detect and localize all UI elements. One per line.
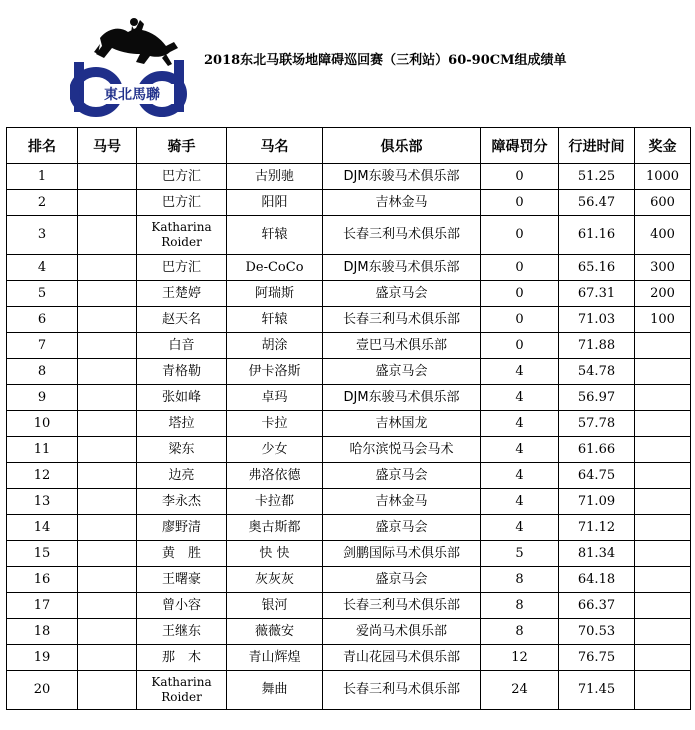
- penalty-cell: 0: [481, 333, 559, 359]
- rider-cell: 梁东: [137, 437, 227, 463]
- table-row: [7, 567, 691, 593]
- club-cell: 盛京马会: [323, 463, 481, 489]
- prize-cell: [635, 411, 691, 437]
- horse-number-cell: [78, 385, 137, 411]
- table-row: [7, 593, 691, 619]
- rider-cell: Katharina Roider: [137, 671, 227, 710]
- prize-cell: [635, 385, 691, 411]
- rank-cell: 14: [7, 515, 78, 541]
- table-row: [7, 541, 691, 567]
- rank-cell: 16: [7, 567, 78, 593]
- horse-cell: 快 快: [227, 541, 323, 567]
- horse-cell: 轩辕: [227, 216, 323, 255]
- prize-cell: 600: [635, 190, 691, 216]
- penalty-cell: 5: [481, 541, 559, 567]
- horse-number-cell: [78, 541, 137, 567]
- penalty-cell: 4: [481, 437, 559, 463]
- horse-number-cell: [78, 671, 137, 710]
- horse-number-cell: [78, 281, 137, 307]
- prize-cell: [635, 463, 691, 489]
- rank-cell: 1: [7, 164, 78, 190]
- results-body: [7, 164, 691, 710]
- rider-cell: 曾小容: [137, 593, 227, 619]
- table-row: [7, 515, 691, 541]
- horse-cell: 舞曲: [227, 671, 323, 710]
- penalty-cell: 0: [481, 164, 559, 190]
- penalty-cell: 12: [481, 645, 559, 671]
- table-row: [7, 489, 691, 515]
- club-cell: DJM东骏马术俱乐部: [323, 164, 481, 190]
- horse-number-cell: [78, 216, 137, 255]
- rank-cell: 3: [7, 216, 78, 255]
- column-header-penalty: 障碍罚分: [481, 128, 559, 164]
- table-row: [7, 437, 691, 463]
- prize-cell: [635, 593, 691, 619]
- time-cell: 56.97: [559, 385, 635, 411]
- time-cell: 71.03: [559, 307, 635, 333]
- table-row: [7, 385, 691, 411]
- penalty-cell: 4: [481, 385, 559, 411]
- horse-cell: De-CoCo: [227, 255, 323, 281]
- table-row: [7, 463, 691, 489]
- penalty-cell: 4: [481, 411, 559, 437]
- table-row: [7, 190, 691, 216]
- club-cell: 吉林金马: [323, 489, 481, 515]
- time-cell: 71.09: [559, 489, 635, 515]
- club-cell: 剑鹏国际马术俱乐部: [323, 541, 481, 567]
- time-cell: 67.31: [559, 281, 635, 307]
- penalty-cell: 4: [481, 463, 559, 489]
- club-cell: 盛京马会: [323, 515, 481, 541]
- club-cell: DJM东骏马术俱乐部: [323, 255, 481, 281]
- rider-cell: Katharina Roider: [137, 216, 227, 255]
- time-cell: 64.18: [559, 567, 635, 593]
- time-cell: 51.25: [559, 164, 635, 190]
- rank-cell: 11: [7, 437, 78, 463]
- club-cell: 长春三利马术俱乐部: [323, 671, 481, 710]
- club-cell: DJM东骏马术俱乐部: [323, 385, 481, 411]
- column-header-rank: 排名: [7, 128, 78, 164]
- penalty-cell: 0: [481, 216, 559, 255]
- rider-cell: 赵天名: [137, 307, 227, 333]
- penalty-cell: 0: [481, 281, 559, 307]
- club-cell: 长春三利马术俱乐部: [323, 307, 481, 333]
- horse-cell: 伊卡洛斯: [227, 359, 323, 385]
- rank-cell: 12: [7, 463, 78, 489]
- club-cell: 哈尔滨悦马会马术: [323, 437, 481, 463]
- rank-cell: 15: [7, 541, 78, 567]
- rider-cell: 巴方汇: [137, 190, 227, 216]
- penalty-cell: 24: [481, 671, 559, 710]
- rider-cell: 廖野清: [137, 515, 227, 541]
- rider-cell: 王曙豪: [137, 567, 227, 593]
- horse-number-cell: [78, 333, 137, 359]
- time-cell: 66.37: [559, 593, 635, 619]
- prize-cell: [635, 567, 691, 593]
- horse-number-cell: [78, 307, 137, 333]
- rider-cell: 王楚婷: [137, 281, 227, 307]
- federation-logo: [70, 14, 194, 122]
- prize-cell: [635, 489, 691, 515]
- horse-number-cell: [78, 567, 137, 593]
- horse-cell: 卡拉: [227, 411, 323, 437]
- club-cell: 吉林国龙: [323, 411, 481, 437]
- horse-number-cell: [78, 515, 137, 541]
- horse-number-cell: [78, 164, 137, 190]
- table-row: [7, 645, 691, 671]
- horse-number-cell: [78, 619, 137, 645]
- rank-cell: 17: [7, 593, 78, 619]
- penalty-cell: 8: [481, 567, 559, 593]
- table-row: [7, 164, 691, 190]
- horse-number-cell: [78, 255, 137, 281]
- time-cell: 71.88: [559, 333, 635, 359]
- time-cell: 70.53: [559, 619, 635, 645]
- penalty-cell: 4: [481, 359, 559, 385]
- rider-cell: 张如峰: [137, 385, 227, 411]
- column-header-rider: 骑手: [137, 128, 227, 164]
- prize-cell: [635, 671, 691, 710]
- rank-cell: 20: [7, 671, 78, 710]
- horse-number-cell: [78, 437, 137, 463]
- time-cell: 65.16: [559, 255, 635, 281]
- table-row: [7, 411, 691, 437]
- club-cell: 长春三利马术俱乐部: [323, 593, 481, 619]
- horse-number-cell: [78, 593, 137, 619]
- time-cell: 71.45: [559, 671, 635, 710]
- results-table: [6, 127, 691, 710]
- prize-cell: [635, 333, 691, 359]
- rank-cell: 10: [7, 411, 78, 437]
- table-row: [7, 619, 691, 645]
- time-cell: 56.47: [559, 190, 635, 216]
- time-cell: 57.78: [559, 411, 635, 437]
- horse-jumper-logo-icon: [70, 14, 194, 122]
- rider-cell: 黄 胜: [137, 541, 227, 567]
- table-row: [7, 281, 691, 307]
- rank-cell: 5: [7, 281, 78, 307]
- club-cell: 壹巴马术俱乐部: [323, 333, 481, 359]
- rider-cell: 李永杰: [137, 489, 227, 515]
- horse-number-cell: [78, 489, 137, 515]
- time-cell: 64.75: [559, 463, 635, 489]
- horse-cell: 薇薇安: [227, 619, 323, 645]
- rank-cell: 18: [7, 619, 78, 645]
- horse-cell: 卡拉都: [227, 489, 323, 515]
- penalty-cell: 0: [481, 190, 559, 216]
- prize-cell: 300: [635, 255, 691, 281]
- time-cell: 54.78: [559, 359, 635, 385]
- rider-cell: 巴方汇: [137, 255, 227, 281]
- horse-cell: 阳阳: [227, 190, 323, 216]
- horse-cell: 古别驰: [227, 164, 323, 190]
- table-row: [7, 671, 691, 710]
- club-cell: 长春三利马术俱乐部: [323, 216, 481, 255]
- horse-cell: 轩辕: [227, 307, 323, 333]
- column-header-time: 行进时间: [559, 128, 635, 164]
- horse-number-cell: [78, 190, 137, 216]
- rank-cell: 6: [7, 307, 78, 333]
- horse-cell: 少女: [227, 437, 323, 463]
- time-cell: 71.12: [559, 515, 635, 541]
- penalty-cell: 4: [481, 489, 559, 515]
- rank-cell: 4: [7, 255, 78, 281]
- prize-cell: [635, 437, 691, 463]
- column-header-horse: 马名: [227, 128, 323, 164]
- rank-cell: 7: [7, 333, 78, 359]
- time-cell: 81.34: [559, 541, 635, 567]
- club-cell: 盛京马会: [323, 567, 481, 593]
- club-cell: 爱尚马术俱乐部: [323, 619, 481, 645]
- table-row: [7, 333, 691, 359]
- horse-cell: 阿瑞斯: [227, 281, 323, 307]
- club-cell: 吉林金马: [323, 190, 481, 216]
- rider-cell: 青格勒: [137, 359, 227, 385]
- rider-cell: 那 木: [137, 645, 227, 671]
- column-header-prize: 奖金: [635, 128, 691, 164]
- penalty-cell: 0: [481, 255, 559, 281]
- prize-cell: [635, 645, 691, 671]
- rank-cell: 2: [7, 190, 78, 216]
- prize-cell: 1000: [635, 164, 691, 190]
- prize-cell: [635, 515, 691, 541]
- rider-cell: 白音: [137, 333, 227, 359]
- rider-cell: 王继东: [137, 619, 227, 645]
- prize-cell: 200: [635, 281, 691, 307]
- horse-cell: 灰灰灰: [227, 567, 323, 593]
- rank-cell: 13: [7, 489, 78, 515]
- horse-number-cell: [78, 359, 137, 385]
- horse-number-cell: [78, 411, 137, 437]
- time-cell: 61.66: [559, 437, 635, 463]
- horse-cell: 胡涂: [227, 333, 323, 359]
- prize-cell: [635, 359, 691, 385]
- horse-number-cell: [78, 645, 137, 671]
- penalty-cell: 8: [481, 593, 559, 619]
- column-header-club: 俱乐部: [323, 128, 481, 164]
- horse-cell: 弗洛依德: [227, 463, 323, 489]
- horse-cell: 奥古斯都: [227, 515, 323, 541]
- horse-cell: 银河: [227, 593, 323, 619]
- horse-cell: 卓玛: [227, 385, 323, 411]
- rank-cell: 19: [7, 645, 78, 671]
- prize-cell: 400: [635, 216, 691, 255]
- table-row: [7, 216, 691, 255]
- penalty-cell: 4: [481, 515, 559, 541]
- table-row: [7, 359, 691, 385]
- header-row: [7, 128, 691, 164]
- club-cell: 盛京马会: [323, 359, 481, 385]
- page-title: 2018东北马联场地障碍巡回赛（三利站）60-90CM组成绩单: [204, 53, 567, 68]
- table-row: [7, 255, 691, 281]
- horse-cell: 青山辉煌: [227, 645, 323, 671]
- penalty-cell: 8: [481, 619, 559, 645]
- prize-cell: 100: [635, 307, 691, 333]
- time-cell: 61.16: [559, 216, 635, 255]
- prize-cell: [635, 541, 691, 567]
- rider-cell: 塔拉: [137, 411, 227, 437]
- horse-number-cell: [78, 463, 137, 489]
- time-cell: 76.75: [559, 645, 635, 671]
- club-cell: 盛京马会: [323, 281, 481, 307]
- table-row: [7, 307, 691, 333]
- club-cell: 青山花园马术俱乐部: [323, 645, 481, 671]
- prize-cell: [635, 619, 691, 645]
- rank-cell: 8: [7, 359, 78, 385]
- penalty-cell: 0: [481, 307, 559, 333]
- rider-cell: 边亮: [137, 463, 227, 489]
- column-header-horse-number: 马号: [78, 128, 137, 164]
- rank-cell: 9: [7, 385, 78, 411]
- svg-text:東北馬聯: 東北馬聯: [104, 87, 160, 103]
- rider-cell: 巴方汇: [137, 164, 227, 190]
